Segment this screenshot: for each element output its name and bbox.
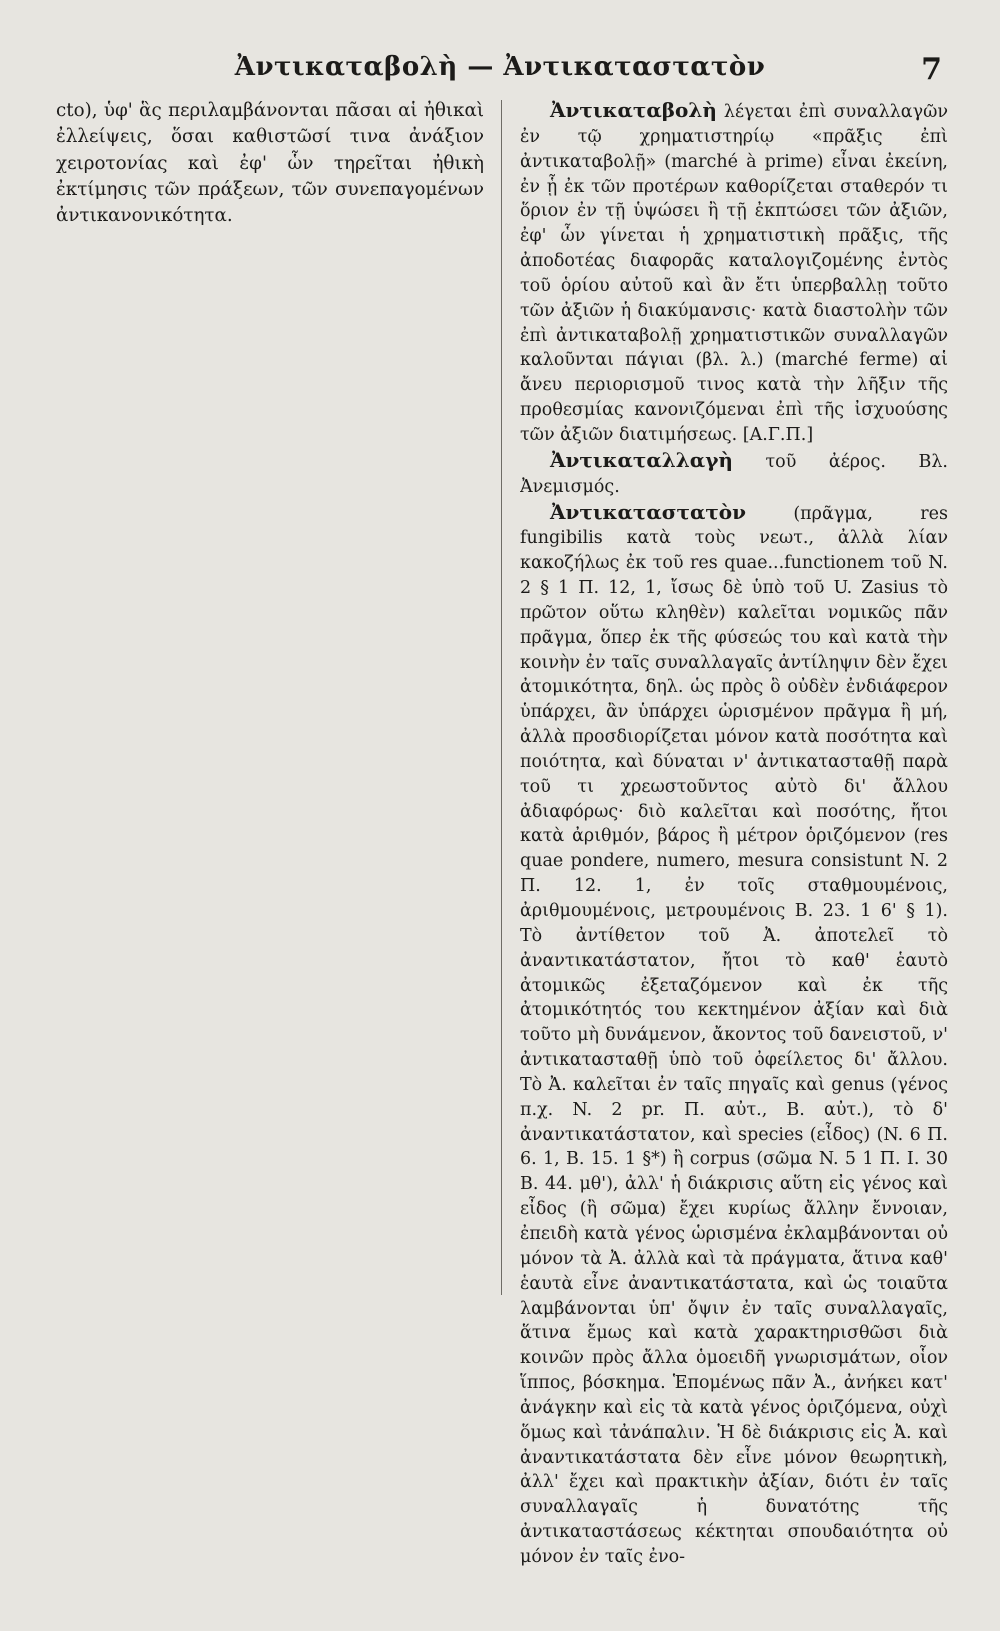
page-header <box>0 52 1000 92</box>
right-column <box>520 98 948 1598</box>
entry <box>520 448 948 500</box>
page-number: 7 <box>921 52 942 87</box>
left-column <box>56 98 484 1598</box>
entry-text: τοῦ ἀέρος. Βλ. Ἀνεμισμός. <box>520 451 948 497</box>
entry-lemma: Ἀντικαταλλαγὴ <box>550 447 733 472</box>
running-head: Ἀντικαταβολὴ — Ἀντικαταστατὸν <box>234 52 766 82</box>
column-divider <box>501 100 502 1295</box>
entry-lemma: Ἀντικαταστατὸν <box>550 499 747 524</box>
entry <box>520 98 948 448</box>
entry-text: (πρᾶγμα, res fungibilis κατὰ τοὺς νεωτ., ἀλλὰ λίαν κακοζήλως ἐκ τοῦ res quae...functionem τοῦ N. 2 § 1 Π. 12, 1, ἴσως δὲ ὑπὸ τοῦ U. Zasius τὸ πρῶτον οὕτω κληθὲν) καλεῖται νομικῶς πᾶν πρᾶγμα, ὅπερ ἐκ τῆς φύσεώς του καὶ κατὰ τὴν κοινὴν ἐν ταῖς συναλλαγαῖς ἀντίληψιν δὲν ἔχει ἀτομικότητα, δηλ. ὡς πρὸς ὃ οὐδὲν ἐνδιάφερον ὑπάρχει, ἂν ὑπάρχει ὡρισμένον πρᾶγμα ἢ μή, ἀλλὰ προσδιορίζεται μόνον κατὰ ποσότητα καὶ ποιότητα, καὶ δύναται ν' ἀντικατασταθῇ παρὰ τοῦ τι χρεωστοῦντος αὐτὸ δι' ἄλλου ἀδιαφόρως· διὸ καλεῖται καὶ ποσότης, ἤτοι κατὰ ἀριθμόν, βάρος ἢ μέτρον ὁριζόμενον (res quae pondere, numero, mesura consistunt N. 2 Π. 12. 1, ἐν τοῖς σταθμουμένοις, ἀριθμουμένοις, μετρουμένοις Β. 23. 1 6' § 1). Τὸ ἀντίθετον τοῦ Ἀ. ἀποτελεῖ τὸ ἀναντικατάστατον, ἤτοι τὸ καθ' ἑαυτὸ ἀτομικῶς ἐξεταζόμενον καὶ ἐκ τῆς ἀτομικότητός του κεκτημένον ἀξίαν καὶ διὰ τοῦτο μὴ δυνάμενον, ἄκοντος τοῦ δανειστοῦ, ν' ἀντικατασταθῇ ὑπὸ τοῦ ὀφείλετος δι' ἄλλου. Τὸ Ἀ. καλεῖται ἐν ταῖς πηγαῖς καὶ genus (γένος π.χ. N. 2 pr. Π. αὐτ., Β. αὐτ.), τὸ δ' ἀναντικατάστατον, καὶ species (εἶδος) (N. 6 Π. 6. 1, Β. 15. 1 §*) ἢ corpus (σῶμα N. 5 1 Π. Ι. 30 Β. 44. μθ'), ἀλλ' ἡ διάκρισις αὕτη εἰς γένος καὶ εἶδος (ἢ σῶμα) ἔχει κυρίως ἄλλην ἔννοιαν, ἐπειδὴ κατὰ γένος ὡρισμένα ἐκλαμβάνονται οὐ μόνον τὰ Ἀ. ἀλλὰ καὶ τὰ πράγματα, ἅτινα καθ' ἑαυτὰ εἶνε ἀναντικατάστατα, καὶ ὡς τοιαῦτα λαμβάνονται ὑπ' ὄψιν ἐν ταῖς συναλλαγαῖς, ἅτινα ἔμως καὶ κατὰ χαρακτηρισθῶσι διὰ κοινῶν πρὸς ἄλλα ὁμοειδῆ γνωρισμάτων, οἷον ἵππος, βόσκημα. Ἑπομένως πᾶν Ἀ., ἀνήκει κατ' ἀνάγκην καὶ εἰς τὰ κατὰ γένος ὁριζόμενα, οὐχὶ ὅμως καὶ τἀνάπαλιν. Ἡ δὲ διάκρισις εἰς Ἀ. καὶ ἀναντικατάστατα δὲν εἶνε μόνον θεωρητικὴ, ἀλλ' ἔχει καὶ πρακτικὴν ἀξίαν, διότι ἐν ταῖς συναλλαγαῖς ἡ δυνατότης τῆς ἀντικαταστάσεως κέκτηται σπουδαιότητα οὐ μόνον ἐν ταῖς ἐνο- <box>520 503 948 1567</box>
entry-text: λέγεται ἐπὶ συναλλαγῶν ἐν τῷ χρηματιστηρίῳ «πρᾶξις ἐπὶ ἀντικαταβολῇ» (marché à prime) εἶναι ἐκείνη, ἐν ᾗ ἐκ τῶν προτέρων καθορίζεται σταθερόν τι ὅριον ἐν τῇ ὑψώσει ἢ τῇ ἐκπτώσει τῶν ἀξιῶν, ἐφ' ὧν γίνεται ἡ χρηματιστικὴ πρᾶξις, τῆς ἀποδοτέας διαφορᾶς καταλογιζομένης ἐντὸς τοῦ ὁρίου αὐτοῦ καὶ ἂν ἔτι ὑπερβαλλῃ τοῦτο τῶν ἀξιῶν ἡ διακύμανσις· κατὰ διαστολὴν τῶν ἐπὶ ἀντικαταβολῇ χρηματιστικῶν συναλλαγῶν καλοῦνται πάγιαι (βλ. λ.) (marché ferme) αἱ ἄνευ περιορισμοῦ τινος κατὰ τὴν λῆξιν τῆς προθεσμίας κανονιζόμεναι ἐπὶ τῆς ἰσχυούσης τῶν ἀξιῶν διατιμήσεως. [Α.Γ.Π.] <box>520 102 948 445</box>
paragraph: cto), ὑφ' ἃς περιλαμβάνονται πᾶσαι αἱ ἠθικαὶ ἐλλείψεις, ὅσαι καθιστῶσί τινα ἀνάξιον χειροτονίας καὶ ἐφ' ὧν τηρεῖται ἠθικὴ ἐκτίμησις τῶν πράξεων, τῶν συνεπαγομένων ἀντικανονικότητα. <box>56 100 484 227</box>
entry-lemma: Ἀντικαταβολὴ <box>550 98 717 122</box>
entry <box>520 500 948 1570</box>
